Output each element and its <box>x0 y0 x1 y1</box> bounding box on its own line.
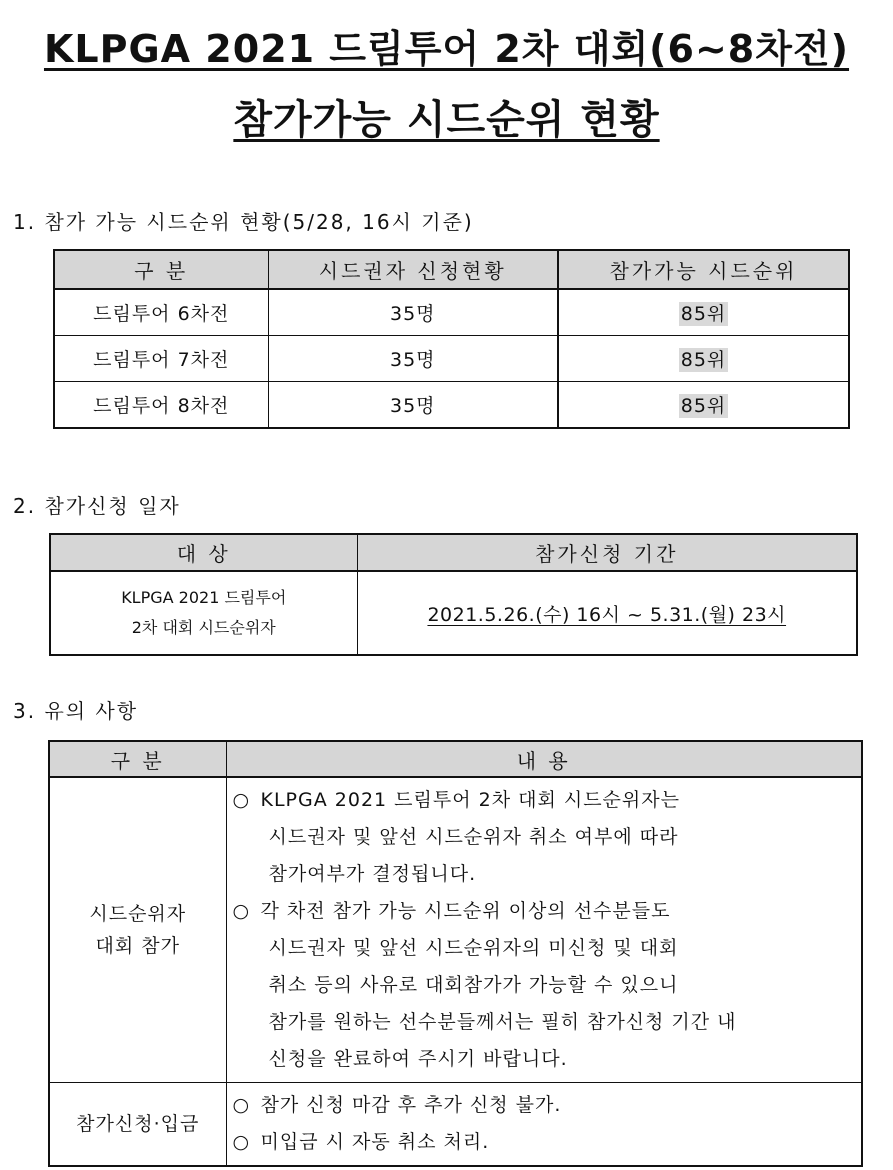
table-row <box>49 1083 862 1167</box>
document-title-line1: KLPGA 2021 드림투어 2차 대회(6~8차전) <box>43 27 850 71</box>
bullet-item <box>233 1124 862 1161</box>
target-line2: 2차 대회 시드순위자 <box>131 618 276 637</box>
section2-heading: 2. 참가신청 일자 <box>13 494 181 518</box>
event-name: 드림투어 8차전 <box>54 382 268 429</box>
header-period: 참가신청 기간 <box>357 534 857 571</box>
header-target: 대 상 <box>50 534 357 571</box>
note-text: 참가 신청 마감 후 추가 신청 불가. <box>260 1094 562 1116</box>
header-applicants: 시드권자 신청현황 <box>268 250 558 289</box>
application-period: 2021.5.26.(수) 16시 ~ 5.31.(월) 23시 <box>427 603 787 626</box>
bullet-item <box>233 782 862 819</box>
circle-bullet-icon: ○ <box>232 789 251 811</box>
available-rank: 85위 <box>680 395 727 417</box>
application-period-table <box>49 533 858 656</box>
note-text: 시드권자 및 앞선 시드순위자 취소 여부에 따라 <box>268 826 679 848</box>
note-text: 참가를 원하는 선수분들께서는 필히 참가신청 기간 내 <box>268 1011 737 1033</box>
circle-bullet-icon: ○ <box>232 1094 251 1116</box>
table-row <box>54 382 849 429</box>
event-name: 드림투어 7차전 <box>54 336 268 382</box>
target-cell <box>50 571 357 655</box>
period-cell <box>357 571 857 655</box>
header-category: 구 분 <box>49 741 226 777</box>
document-title-line2: 참가가능 시드순위 현황 <box>233 97 660 143</box>
bullet-item <box>233 893 862 930</box>
category-cell <box>49 777 226 1083</box>
available-rank-cell <box>558 289 849 336</box>
target-line1: KLPGA 2021 드림투어 <box>121 588 287 607</box>
content-cell <box>226 777 862 1083</box>
category-line2: 대회 참가 <box>95 935 180 957</box>
applicant-count: 35명 <box>268 382 558 429</box>
category-cell: 참가신청·입금 <box>49 1083 226 1167</box>
table-header-row <box>54 250 849 289</box>
section1-heading: 1. 참가 가능 시드순위 현황(5/28, 16시 기준) <box>13 210 474 234</box>
header-content: 내 용 <box>226 741 862 777</box>
circle-bullet-icon: ○ <box>232 900 251 922</box>
event-name: 드림투어 6차전 <box>54 289 268 336</box>
note-text: 시드권자 및 앞선 시드순위자의 미신청 및 대회 <box>268 937 679 959</box>
applicant-count: 35명 <box>268 289 558 336</box>
seed-rank-table <box>53 249 850 429</box>
content-cell <box>226 1083 862 1167</box>
header-rank: 참가가능 시드순위 <box>558 250 849 289</box>
available-rank-cell <box>558 336 849 382</box>
circle-bullet-icon: ○ <box>232 1131 251 1153</box>
note-text: KLPGA 2021 드림투어 2차 대회 시드순위자는 <box>260 789 680 811</box>
available-rank: 85위 <box>680 303 727 325</box>
category-line1: 시드순위자 <box>89 903 187 925</box>
note-text: 미입금 시 자동 취소 처리. <box>260 1131 490 1153</box>
note-text: 취소 등의 사유로 대회참가가 가능할 수 있으니 <box>268 974 679 996</box>
available-rank: 85위 <box>680 349 727 371</box>
table-row <box>49 777 862 1083</box>
table-header-row <box>49 741 862 777</box>
table-header-row <box>50 534 857 571</box>
table-row <box>54 336 849 382</box>
bullet-item <box>233 1087 862 1124</box>
note-text: 참가여부가 결정됩니다. <box>268 863 477 885</box>
header-category: 구 분 <box>54 250 268 289</box>
note-text: 각 차전 참가 가능 시드순위 이상의 선수분들도 <box>260 900 671 922</box>
available-rank-cell <box>558 382 849 429</box>
table-row <box>50 571 857 655</box>
note-text: 신청을 완료하여 주시기 바랍니다. <box>268 1048 568 1070</box>
table-row <box>54 289 849 336</box>
applicant-count: 35명 <box>268 336 558 382</box>
section3-heading: 3. 유의 사항 <box>13 699 139 723</box>
notes-table <box>48 740 863 1167</box>
